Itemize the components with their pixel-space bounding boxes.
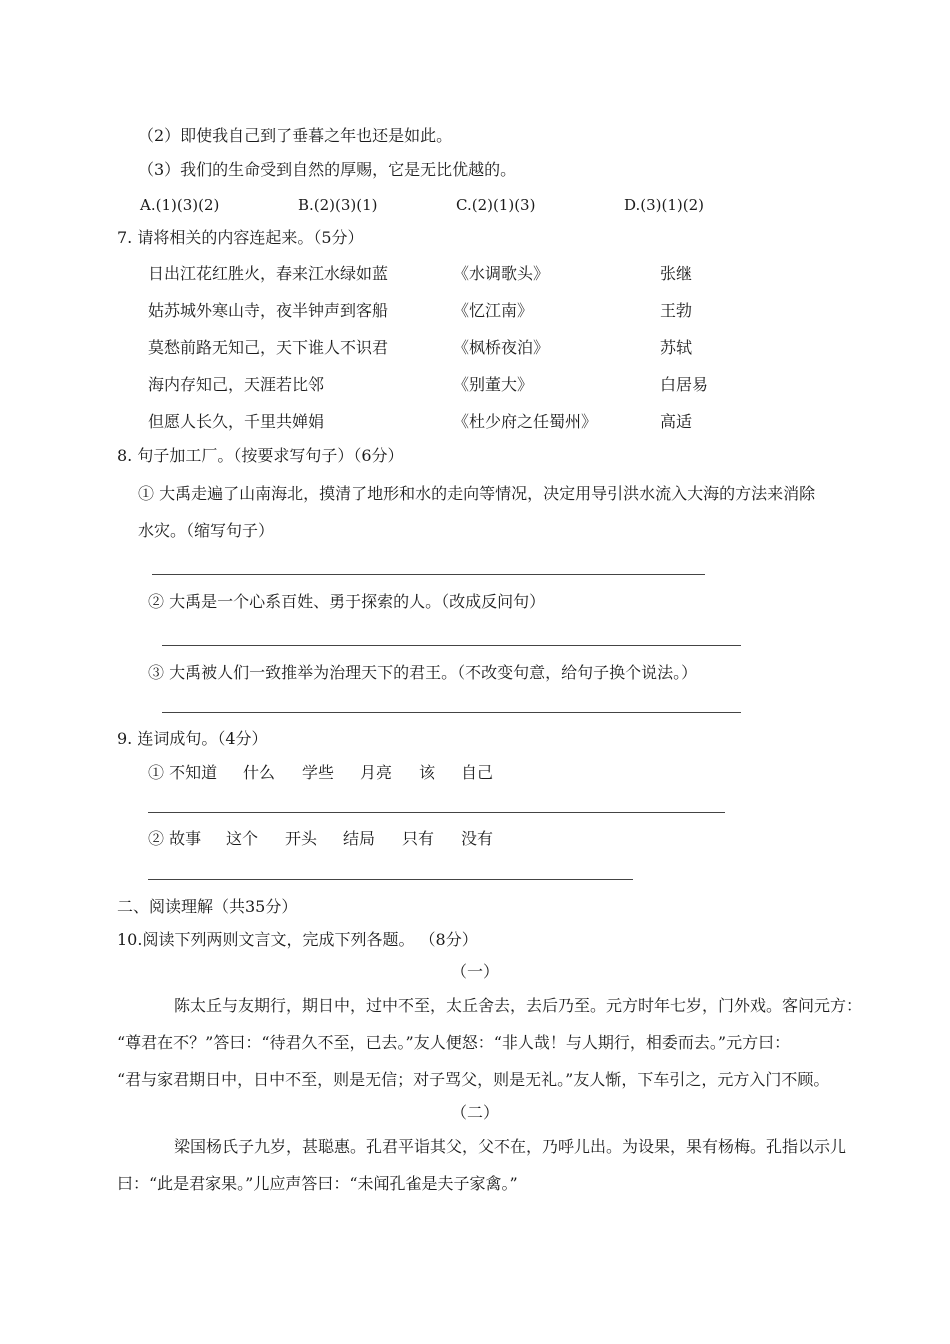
q9-answer-line-1[interactable]: [148, 812, 725, 813]
q7-verse-5: 但愿人长久，千里共婵娟: [148, 412, 325, 431]
q7-work-4: 《别董大》: [453, 375, 534, 394]
q6-option-c: C.(2)(1)(3): [456, 196, 536, 214]
q8-sentence-2: ② 大禹是一个心系百姓、勇于探索的人。（改成反问句）: [148, 592, 546, 611]
q9-word: 该: [419, 763, 436, 782]
q8-sentence-1-line-1: ① 大禹走遍了山南海北，摸清了地形和水的走向等情况，决定用导引洪水流入大海的方法来消除: [138, 484, 816, 503]
q7-verse-4: 海内存知己，天涯若比邻: [148, 375, 325, 394]
q7-verse-3: 莫愁前路无知己，天下谁人不识君: [148, 338, 389, 357]
q7-author-1: 张继: [660, 264, 693, 283]
q6-option-b: B.(2)(3)(1): [298, 196, 378, 214]
q7-work-2: 《忆江南》: [453, 301, 534, 320]
q6-item-2: （2）即使我自己到了垂暮之年也还是如此。: [138, 126, 453, 145]
q7-author-5: 高适: [660, 412, 693, 431]
q8-answer-line-1[interactable]: [152, 574, 705, 575]
q7-verse-1: 日出江花红胜火，春来江水绿如蓝: [148, 264, 389, 283]
q10-part-2-line-2: 曰：“此是君家果。”儿应声答曰：“未闻孔雀是夫子家禽。”: [117, 1174, 518, 1193]
q10-title: 10.阅读下列两则文言文，完成下列各题。 （8分）: [117, 930, 478, 949]
section-2-title: 二、阅读理解（共35分）: [117, 897, 298, 916]
q9-word: 开头: [285, 829, 318, 848]
q7-work-1: 《水调歌头》: [453, 264, 550, 283]
q9-word: 只有: [402, 829, 435, 848]
q8-answer-line-3[interactable]: [162, 712, 741, 713]
q6-option-a: A.(1)(3)(2): [140, 196, 220, 214]
q8-answer-line-2[interactable]: [162, 645, 741, 646]
q9-word: 自己: [461, 763, 494, 782]
q10-part-2-label: （二）: [450, 1103, 499, 1122]
q7-author-2: 王勃: [660, 301, 693, 320]
q9-word: 月亮: [360, 763, 393, 782]
q9-answer-line-2[interactable]: [148, 879, 633, 880]
q8-sentence-3: ③ 大禹被人们一致推举为治理天下的君王。（不改变句意，给句子换个说法。）: [148, 663, 698, 682]
q7-author-4: 白居易: [660, 375, 709, 394]
q9-word: 没有: [461, 829, 494, 848]
q10-part-1-label: （一）: [450, 962, 499, 981]
q10-part-1-line-3: “君与家君期日中，日中不至，则是无信；对子骂父，则是无礼。”友人惭，下车引之，元方入门不顾。: [117, 1070, 830, 1089]
q7-verse-2: 姑苏城外寒山寺，夜半钟声到客船: [148, 301, 389, 320]
q8-title: 8. 句子加工厂。（按要求写句子）（6分）: [117, 446, 404, 465]
q9-word: ② 故事: [148, 829, 202, 848]
q7-title: 7. 请将相关的内容连起来。（5分）: [117, 228, 364, 247]
q7-author-3: 苏轼: [660, 338, 693, 357]
q10-part-1-line-2: “尊君在不？”答曰：“待君久不至，已去。”友人便怒：“非人哉！与人期行，相委而去。”元方曰：: [117, 1033, 791, 1052]
q8-sentence-1-line-2: 水灾。（缩写句子）: [138, 521, 275, 540]
q6-option-d: D.(3)(1)(2): [624, 196, 705, 214]
q9-word: 结局: [343, 829, 376, 848]
q9-word: 这个: [226, 829, 259, 848]
q7-work-5: 《杜少府之任蜀州》: [453, 412, 598, 431]
q10-part-2-line-1: 梁国杨氏子九岁，甚聪惠。孔君平诣其父，父不在，乃呼儿出。为设果，果有杨梅。孔指以示儿: [174, 1137, 847, 1156]
q9-word: 学些: [302, 763, 335, 782]
q9-word: ① 不知道: [148, 763, 218, 782]
q10-part-1-line-1: 陈太丘与友期行，期日中，过中不至，太丘舍去，去后乃至。元方时年七岁，门外戏。客问元方：: [174, 996, 863, 1015]
q7-work-3: 《枫桥夜泊》: [453, 338, 550, 357]
q6-item-3: （3）我们的生命受到自然的厚赐，它是无比优越的。: [138, 160, 517, 179]
q9-title: 9. 连词成句。（4分）: [117, 729, 268, 748]
q9-word: 什么: [243, 763, 276, 782]
